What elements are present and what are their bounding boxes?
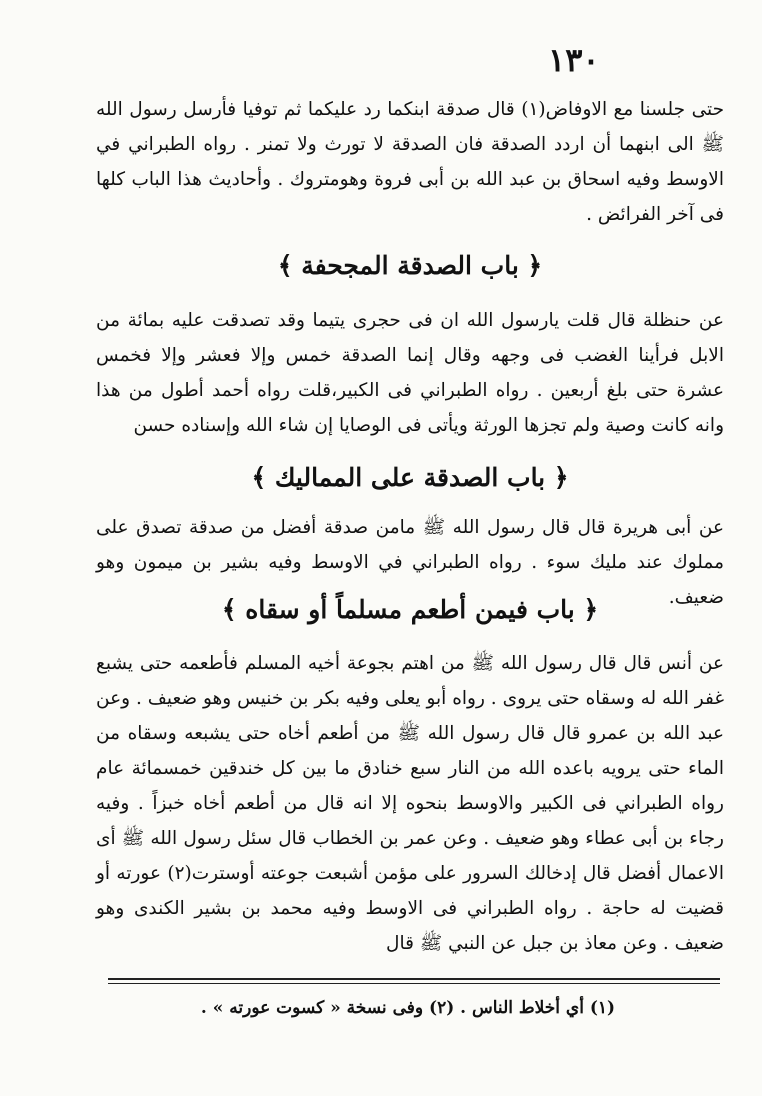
heading-feeding-muslim: ﴿ باب فيمن أطعم مسلماً أو سقاه ﴾ [221,595,599,624]
paragraph-3: عن أبى هريرة قال قال رسول الله ﷺ مامن صدقة أفضل من صدقة تصدق على مملوك عند مليك سوء . رواه الطبراني في الاوسط وفيه بشير بن ميمون وهو ضعيف. [96,517,724,608]
paragraph-4: عن أنس قال قال رسول الله ﷺ من اهتم بجوعة أخيه المسلم فأطعمه حتى يشبع غفر الله له وسقاه حتى يروى . رواه أبو يعلى وفيه بكر بن خنيس وهو ضعيف . وعن عبد الله بن عمرو قال قال رسول الله ﷺ من أطعم أخاه حتى يشبعه وسقاه من الماء حتى يرويه باعده الله من النار سبع خنادق ما بين كل خندقين خمسمائة عام رواه الطبراني فى الكبير والاوسط بنحوه إلا انه قال من أطعم أخاه خبزاً . وفيه رجاء بن أبى عطاء وهو ضعيف . وعن عمر بن الخطاب قال سئل رسول الله ﷺ أى الاعمال أفضل قال إدخالك السرور على مؤمن أشبعت جوعته أوسترت(٢) عورته أو قضيت له حاجة . رواه الطبراني فى الاوسط وفيه محمد بن بشير الكندى وهو ضعيف . وعن معاذ بن جبل عن النبي ﷺ قال [96,653,724,954]
footnote-divider-thin [108,983,720,984]
footnote: (١) أي أخلاط الناس . (٢) وفى نسخة « كسوت عورته » . [200,998,616,1018]
heading-charity-to-slaves: ﴿ باب الصدقة على المماليك ﴾ [251,463,569,492]
heading-excessive-charity: ﴿ باب الصدقة المجحفة ﴾ [277,251,543,280]
page-number: ١٣٠ [548,41,600,79]
paragraph-2: عن حنظلة قال قلت يارسول الله ان فى حجرى يتيما وقد تصدقت عليه بمائة من الابل فرأينا الغضب فى وجهه وقال إنما الصدقة خمس وإلا فعشر وإلا فخمس عشرة حتى بلغ أربعين . رواه الطبراني فى الكبير،قلت رواه أحمد أطول من هذا وانه كانت وصية ولم تجزها الورثة ويأتى فى الوصايا إن شاء الله وإسناده حسن [96,310,724,436]
footnote-divider [108,978,720,980]
paragraph-1: حتى جلسنا مع الاوفاض(١) قال صدقة ابنكما رد عليكما ثم توفيا فأرسل رسول الله ﷺ الى ابنهما أن اردد الصدقة فان الصدقة لا تورث ولا تمنر . رواه الطبراني في الاوسط وفيه اسحاق بن عبد الله بن أبى فروة وهومتروك . وأحاديث هذا الباب كلها فى آخر الفرائض . [96,99,725,225]
